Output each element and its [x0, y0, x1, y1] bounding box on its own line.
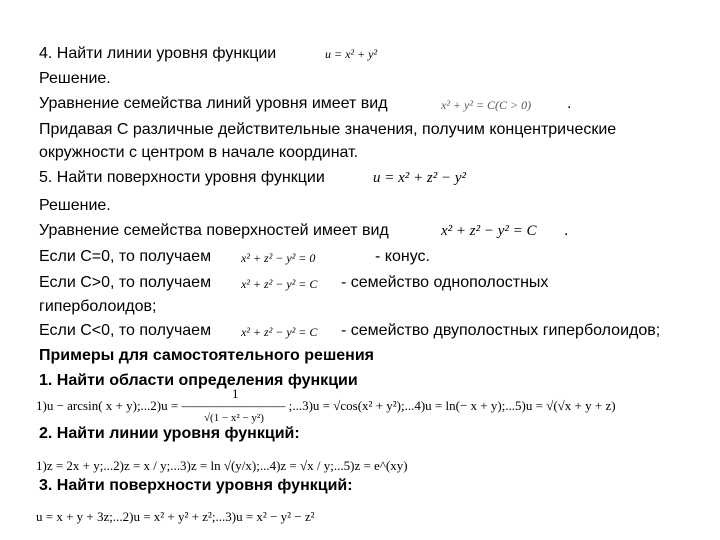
period: .	[564, 222, 569, 239]
one-sheet-text: - семейство однополостных	[341, 274, 549, 291]
concentric-line-2: окружности с центром в начале координат.	[39, 144, 359, 161]
case-c-positive-text: Если С>0, то получаем	[39, 274, 212, 291]
case-c-zero	[39, 247, 430, 267]
case-c-positive	[39, 273, 549, 293]
solution-label-2: Решение.	[39, 197, 111, 214]
surface-equation-line	[39, 221, 569, 241]
exercise-1-formulas: 1)u − arcsin( x + y);...2)u = ———————— ;...3)u = √cos(x² + y²);...4)u = ln(− x + y);...5)u = √(√x + y + z)	[36, 398, 616, 413]
hyperboloids-line: гиперболоидов;	[39, 298, 157, 315]
exercise-3-heading: 3. Найти поверхности уровня функций:	[39, 477, 353, 494]
self-study-heading: Примеры для самостоятельного решения	[39, 347, 375, 364]
period: .	[567, 95, 572, 112]
level-lines-text: Уравнение семейства линий уровня имеет вид	[39, 95, 388, 112]
case-c-negative	[39, 321, 661, 341]
cone-text: - конус.	[375, 248, 430, 265]
case-c-negative-text: Если С<0, то получаем	[39, 322, 212, 339]
formula-two-sheet: x² + z² − y² = C	[237, 322, 321, 342]
exercise-2-formulas: 1)z = 2x + y;...2)z = x / y;...3)z = ln √(y/x);...4)z = √x / y;...5)z = e^(xy)	[36, 458, 408, 473]
exercise-2-heading: 2. Найти линии уровня функций:	[39, 425, 300, 442]
solution-label-1: Решение.	[39, 70, 111, 87]
formula-circle-family: x² + y² = C(C > 0)	[437, 95, 535, 115]
formula-cone: x² + z² − y² = 0	[237, 248, 319, 268]
task-5-text: 5. Найти поверхности уровня функции	[39, 169, 325, 186]
two-sheet-text: - семейство двуполостных гиперболоидов;	[341, 322, 661, 339]
formula-u-x2-y2: u = x² + y²	[321, 44, 381, 64]
exercise-1-fraction-bottom: √(1 − x² − y²)	[204, 412, 264, 424]
formula-surface-family: x² + z² − y² = C	[437, 221, 541, 241]
formula-u-x2-z2-y2: u = x² + z² − y²	[369, 168, 470, 188]
exercise-1-fraction-top: 1	[232, 386, 239, 401]
surface-equation-text: Уравнение семейства поверхностей имеет вид	[39, 222, 389, 239]
exercise-3-formulas: u = x + y + 3z;...2)u = x² + y² + z²;...3)u = x² − y² − z²	[36, 509, 315, 524]
exercise-1-heading: 1. Найти области определения функции	[39, 372, 358, 389]
task-4-text: 4. Найти линии уровня функции	[39, 45, 277, 62]
concentric-line-1: Придавая С различные действительные значения, получим концентрические	[39, 121, 617, 138]
task-5-line	[39, 168, 467, 188]
formula-one-sheet: x² + z² − y² = C	[237, 274, 321, 294]
case-c-zero-text: Если С=0, то получаем	[39, 248, 212, 265]
level-lines-equation-line	[39, 94, 572, 114]
task-4-line	[39, 44, 378, 64]
